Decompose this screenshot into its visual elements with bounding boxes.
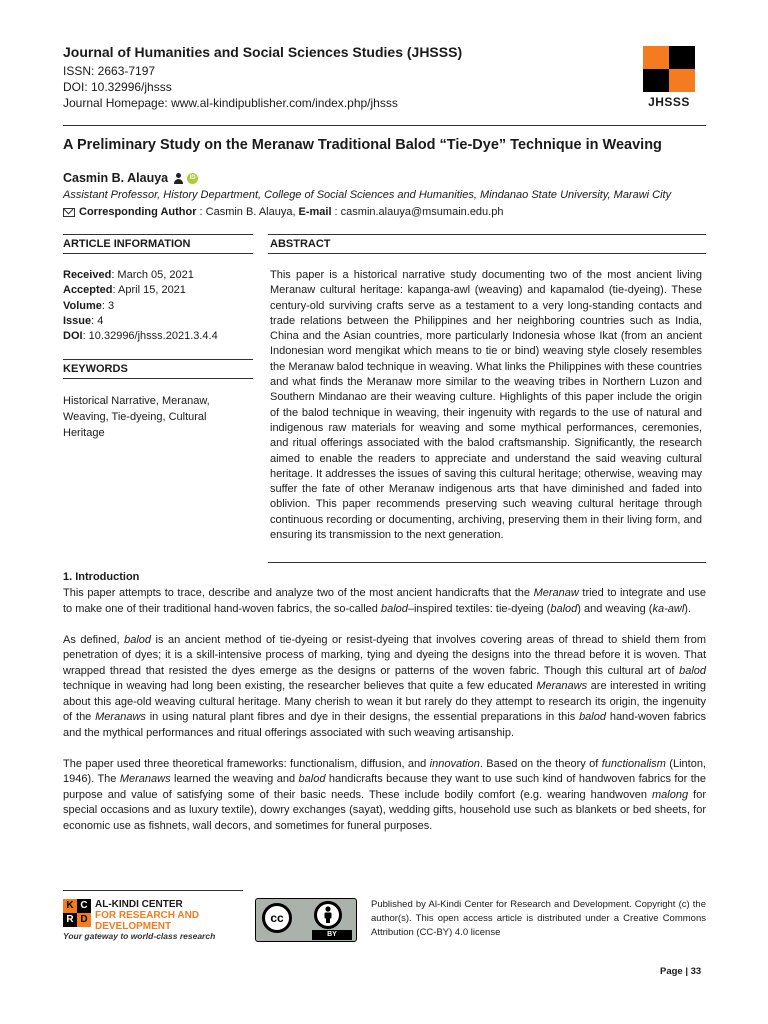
publisher-line-3: DEVELOPMENT [95,921,172,932]
italic-term: malong [652,788,689,801]
article-title: A Preliminary Study on the Meranaw Traditional Balod “Tie-Dye” Technique in Weaving [63,137,662,153]
attribution-icon [314,901,342,929]
section-rule [268,253,706,254]
page-number: Page | 33 [660,966,702,977]
publisher-logo [63,899,199,932]
logo-square [643,69,669,92]
logo-square [669,46,695,69]
publisher-line-1: AL-KINDI CENTER [95,899,183,910]
italic-term: Meranaws [119,773,171,785]
email-label: E-mail [298,206,332,218]
italic-term: Meranaws [95,711,146,723]
author-name: Casmin B. Alauya [63,171,169,185]
italic-term: ka-awl [652,602,685,615]
italic-term: balod [679,664,706,677]
envelope-icon [63,208,75,217]
logo-square [643,46,669,69]
cc-by-badge[interactable] [255,898,357,942]
journal-homepage[interactable]: Journal Homepage: www.al-kindipublisher.com/index.php/jhsss [63,96,398,110]
italic-term: balod [124,633,151,646]
section-rule [63,234,253,235]
author-line [63,171,198,185]
logo-letter: C [77,899,91,913]
journal-logo [643,46,695,109]
italic-term: Meranaws [536,680,588,692]
introduction-heading: 1. Introduction [63,571,140,583]
corresponding-author [63,206,503,218]
corresponding-label: Corresponding Author [79,206,197,218]
journal-title: Journal of Humanities and Social Sciences Studies (JHSSS) [63,44,463,60]
corresponding-name: : Casmin B. Alauya, [199,206,296,218]
logo-letter: K [63,899,77,913]
paragraph-1: This paper attempts to trace, describe and analyze two of the most ancient handicrafts that the Meranaw tried to integrate and use to make one of their traditional hand-woven fabrics, the so-called balod–inspired textiles: tie-dyeing (balod) and weaving (ka-awl). [63,587,707,615]
logo-square [669,69,695,92]
logo-letter: D [77,913,91,927]
keywords-heading: KEYWORDS [63,363,128,375]
info-issue: Issue: 4 [63,314,104,327]
journal-doi: DOI: 10.32996/jhsss [63,80,172,94]
section-rule [268,234,706,235]
info-received: Received: March 05, 2021 [63,269,194,281]
introduction-body [63,586,706,850]
publisher-tagline: Your gateway to world-class research [63,931,216,941]
section-rule [63,378,253,379]
header-divider [63,125,706,126]
kcrd-grid [63,899,91,932]
cc-icon: cc [262,903,292,933]
abstract-heading: ABSTRACT [270,238,331,250]
article-info-heading: ARTICLE INFORMATION [63,238,191,250]
keywords-list: Historical Narrative, Meranaw, Weaving, Tie-dyeing, Cultural Heritage [63,395,210,439]
italic-term: Meranaw [533,587,579,599]
publisher-name [95,899,199,932]
affiliation: Assistant Professor, History Department, College of Social Sciences and Humanities, Mindanao State University, Marawi City [63,189,672,201]
logo-text: JHSSS [648,95,690,109]
footer-divider [63,890,243,891]
license-text: Published by Al-Kindi Center for Research and Development. Copyright (c) the author(s). This open access article is distributed under a Creative Commons Attribution (CC-BY) 4.0 license [371,899,706,938]
italic-term: functionalism [601,757,666,770]
paragraph-3: The paper used three theoretical frameworks: functionalism, diffusion, and innovation. Based on the theory of functionalism (Linton, 1946). The Meranaws learned the weaving and balod handicrafts because they want to use such kind of handwoven fabrics for the purpose and value of satisfying some of their basic needs. These include bodily comfort (e.g. wearing handwoven malong for special occasions and as luxury textile), dowry exchanges (sayat), wedding gifts, household use such as blankets or bed sheets, for economic use as fishnets, wall decors, and sometimes for funeral purposes. [63,757,706,832]
info-volume: Volume: 3 [63,299,115,312]
orcid-icon[interactable]: iD [187,173,198,184]
italic-term: balod [380,602,408,615]
section-rule [268,562,706,563]
italic-term: innovation [429,757,480,770]
italic-term: balod [579,711,606,723]
info-doi: DOI: 10.32996/jhsss.2021.3.4.4 [63,330,218,343]
italic-term: balod [550,602,578,615]
cc-by-label: BY [312,930,352,940]
paragraph-2: As defined, balod is an ancient method of tie-dyeing or resist-dyeing that involves covering areas of thread to shield them from penetration of dyes; it is a skill-intensive process of marking, tying and dyeing the designs into the thread before it is woven. That wrapped thread that resisted the dyes emerge as the designs or patterns of the woven fabric. Though this cultural art of balod technique in weaving had long been existing, the researcher believes that quite a few educated Meranaws are interested in writing about this age-old weaving cultural heritage. Many cherish to wean it but rarely do they attempt to research its origin, the ingenuity of the Meranaws in using natural plant fibres and dye in their designs, the essential preparations in this balod hand-woven fabrics and the mythical performances and ritual offerings associated with such weaving artisanship. [63,633,707,739]
info-accepted: Accepted: April 15, 2021 [63,284,186,297]
publisher-line-2: FOR RESEARCH AND [95,910,200,921]
section-rule [63,359,253,360]
section-rule [63,253,253,254]
logo-letter: R [63,913,77,927]
person-icon [174,173,183,184]
email-value[interactable]: : casmin.alauya@msumain.edu.ph [334,206,504,218]
abstract-text: This paper is a historical narrative study documenting two of the most ancient living Meranaw cultural heritage: kapanga-awl (weaving) and kapamalod (tie-dyeing). These century-old surviving crafts serve as a testament to a very long-standing contacts and trade relations between the Philippines and her neighboring countries such as India, China and the Asian countries, more particularly Indonesia whose Ikat (from an ancient Indonesian word mengikat which means to tie or bind) weaving style closely resembles the Meranaw balod technique in weaving. What links the Philippines with these countries and what finds the Meranaw more similar to the weaving tribes in Northern Luzon and Southern Mindanao are their weaving culture. Highlights of this paper include the origin of the balod technique in weaving, their ingenuity with regards to the use of natural and indigenous raw materials for weaving and some mythical performances, ceremonies, and ritual offerings associated with the balod craftsmanship. Significantly, the research aimed to enable the readers to appreciate and understand the said weaving cultural heritage. It addresses the issues of saving this cultural heritage; otherwise, weaving may suffer the fate of other Meranaw indigenous arts that have diminished and faded into oblivion. This paper recommends preserving such weaving cultural heritage through continuous recording or documenting, archiving, preserving them in their living form, and ensuring its transmission to the next generation. [270,269,702,542]
article-info [63,268,253,344]
issn: ISSN: 2663-7197 [63,64,156,78]
italic-term: balod [298,773,326,785]
